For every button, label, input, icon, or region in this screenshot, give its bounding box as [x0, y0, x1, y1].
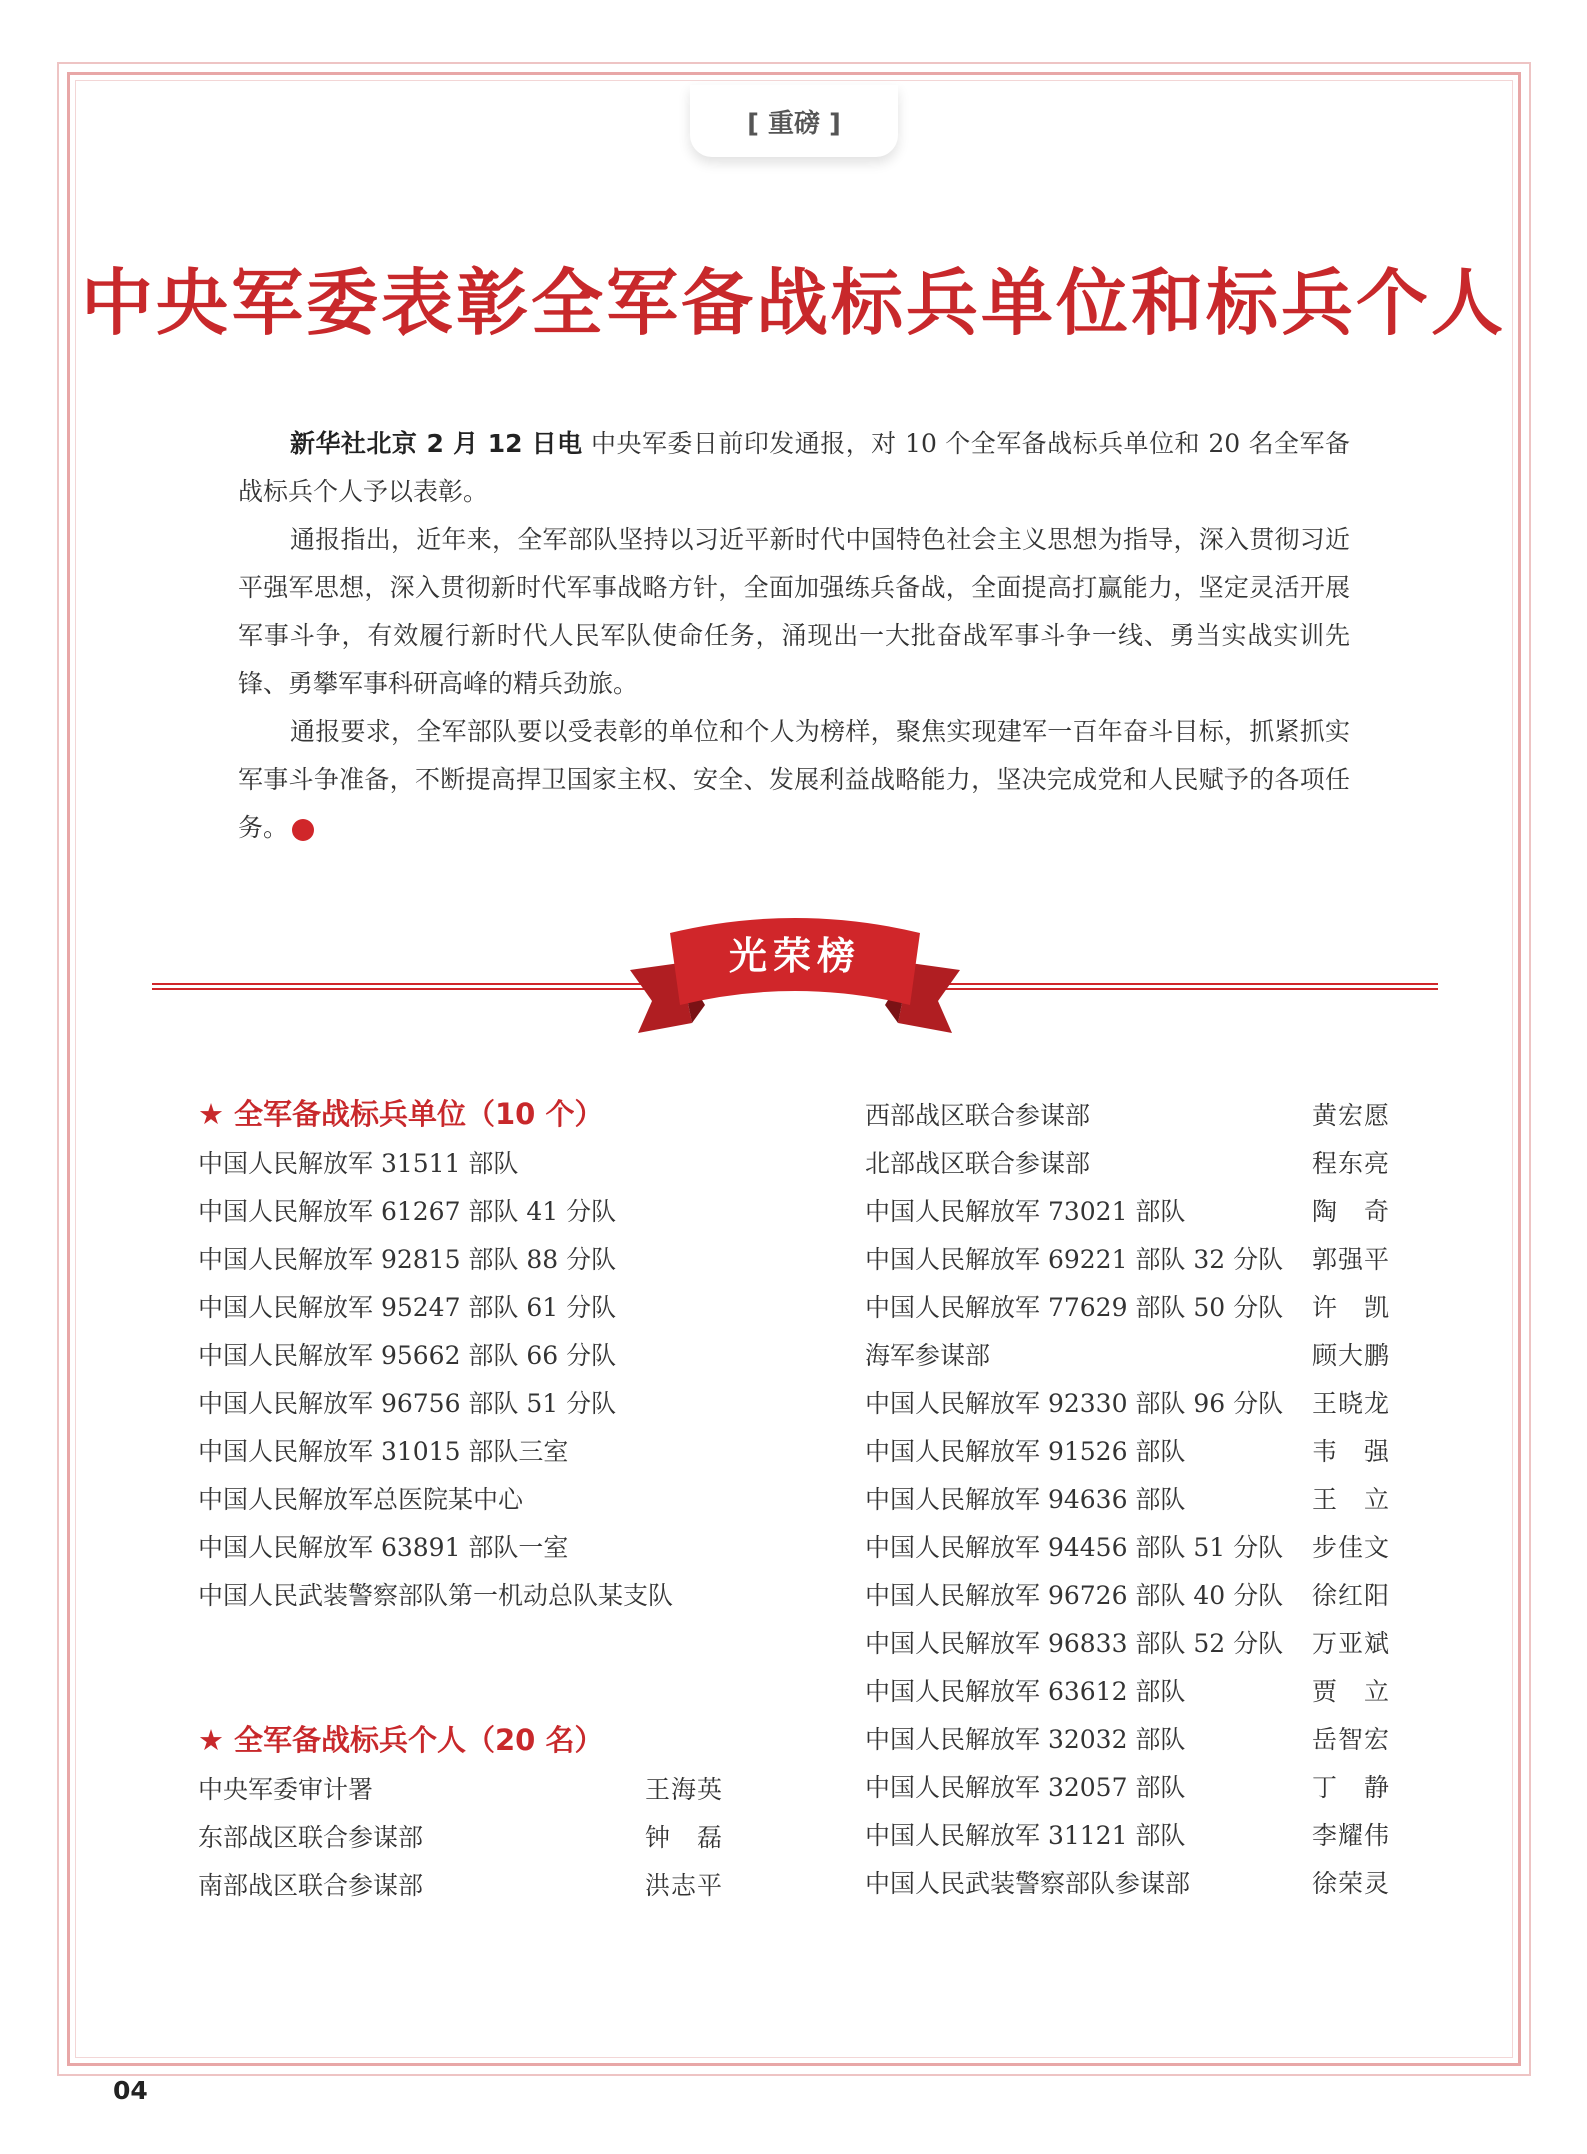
article-title: 中央军委表彰全军备战标兵单位和标兵个人	[80, 260, 1506, 345]
list-item: 中国人民武装警察部队第一机动总队某支队	[198, 1581, 674, 1610]
list-item	[865, 1476, 1390, 1524]
unit-name: 中央军委审计署	[198, 1775, 374, 1804]
person-name: 黄宏愿	[1311, 1101, 1390, 1130]
list-item	[865, 1380, 1390, 1428]
unit-name: 中国人民解放军 77629 部队 50 分队	[865, 1293, 1284, 1322]
individuals-heading	[198, 1718, 603, 1759]
page-number: 04	[113, 2076, 148, 2105]
person-name: 步佳文	[1311, 1533, 1390, 1562]
unit-name: 中国人民解放军 94636 部队	[865, 1485, 1186, 1514]
star-icon: ★	[198, 1723, 224, 1757]
star-icon: ★	[198, 1097, 224, 1131]
end-mark-icon: N	[292, 819, 314, 841]
list-item: 中国人民解放军总医院某中心	[198, 1485, 524, 1514]
list-item	[865, 1812, 1390, 1860]
person-name: 顾大鹏	[1311, 1341, 1390, 1370]
paragraph-1-text: 中央军委日前印发通报，对 10 个全军备战标兵单位和 20 名全军备战标兵个人予以表彰。	[238, 429, 1350, 506]
unit-name: 海军参谋部	[865, 1341, 991, 1370]
section-tag: [ 重磅 ]	[690, 85, 898, 157]
unit-name: 北部战区联合参谋部	[865, 1149, 1091, 1178]
person-name: 韦 强	[1311, 1437, 1390, 1466]
list-item	[198, 1766, 723, 1814]
unit-name: 中国人民解放军 96833 部队 52 分队	[865, 1629, 1284, 1658]
unit-name: 东部战区联合参谋部	[198, 1823, 424, 1852]
list-item	[198, 1814, 723, 1862]
person-name: 洪志平	[644, 1871, 723, 1900]
person-name: 王晓龙	[1311, 1389, 1390, 1418]
list-item	[865, 1572, 1390, 1620]
unit-name: 南部战区联合参谋部	[198, 1871, 424, 1900]
individuals-list-left	[198, 1766, 723, 1910]
list-item	[865, 1668, 1390, 1716]
person-name: 贾 立	[1311, 1677, 1390, 1706]
list-item: 中国人民解放军 31511 部队	[198, 1149, 519, 1178]
individuals-list-right	[865, 1092, 1390, 1908]
person-name: 李耀伟	[1311, 1821, 1390, 1850]
individuals-heading-text: 全军备战标兵个人（20 名）	[234, 1723, 604, 1757]
person-name: 万亚斌	[1311, 1629, 1390, 1658]
list-item	[865, 1284, 1390, 1332]
list-item: 中国人民解放军 31015 部队三室	[198, 1437, 569, 1466]
list-item	[198, 1862, 723, 1910]
person-name: 丁 静	[1311, 1773, 1390, 1802]
list-item	[865, 1140, 1390, 1188]
list-item	[865, 1620, 1390, 1668]
person-name: 徐荣灵	[1311, 1869, 1390, 1898]
unit-name: 中国人民解放军 32032 部队	[865, 1725, 1186, 1754]
dateline: 新华社北京 2 月 12 日电	[290, 429, 583, 458]
unit-name: 中国人民解放军 31121 部队	[865, 1821, 1186, 1850]
person-name: 王海英	[644, 1775, 723, 1804]
person-name: 王 立	[1311, 1485, 1390, 1514]
list-item	[865, 1092, 1390, 1140]
unit-name: 中国人民解放军 73021 部队	[865, 1197, 1186, 1226]
article-body	[238, 420, 1350, 852]
list-item	[865, 1188, 1390, 1236]
paragraph-2: 通报指出，近年来，全军部队坚持以习近平新时代中国特色社会主义思想为指导，深入贯彻习近平强军思想，深入贯彻新时代军事战略方针，全面加强练兵备战，全面提高打赢能力，坚定灵活开展军事斗争，有效履行新时代人民军队使命任务，涌现出一大批奋战军事斗争一线、勇当实战实训先锋、勇攀军事科研高峰的精兵劲旅。	[238, 525, 1350, 698]
units-list	[198, 1140, 758, 1620]
unit-name: 西部战区联合参谋部	[865, 1101, 1091, 1130]
person-name: 许 凯	[1311, 1293, 1390, 1322]
person-name: 郭强平	[1311, 1245, 1390, 1274]
list-item: 中国人民解放军 96756 部队 51 分队	[198, 1389, 617, 1418]
person-name: 岳智宏	[1311, 1725, 1390, 1754]
unit-name: 中国人民解放军 63612 部队	[865, 1677, 1186, 1706]
unit-name: 中国人民解放军 91526 部队	[865, 1437, 1186, 1466]
unit-name: 中国人民解放军 69221 部队 32 分队	[865, 1245, 1284, 1274]
list-item: 中国人民解放军 95247 部队 61 分队	[198, 1293, 617, 1322]
list-item	[865, 1332, 1390, 1380]
list-item	[865, 1764, 1390, 1812]
list-item	[865, 1428, 1390, 1476]
person-name: 徐红阳	[1311, 1581, 1390, 1610]
person-name: 钟 磊	[644, 1823, 723, 1852]
list-item: 中国人民解放军 95662 部队 66 分队	[198, 1341, 617, 1370]
person-name: 程东亮	[1311, 1149, 1390, 1178]
units-heading-text: 全军备战标兵单位（10 个）	[234, 1097, 604, 1131]
paragraph-3-text: 通报要求，全军部队要以受表彰的单位和个人为榜样，聚焦实现建军一百年奋斗目标，抓紧抓实军事斗争准备，不断提高捍卫国家主权、安全、发展利益战略能力，坚决完成党和人民赋予的各项任务。	[238, 717, 1350, 842]
paragraph-1	[238, 420, 1350, 516]
list-item: 中国人民解放军 63891 部队一室	[198, 1533, 569, 1562]
banner-title: 光荣榜	[728, 934, 861, 978]
unit-name: 中国人民解放军 94456 部队 51 分队	[865, 1533, 1284, 1562]
list-item	[865, 1524, 1390, 1572]
list-item	[865, 1236, 1390, 1284]
units-heading	[198, 1092, 603, 1133]
unit-name: 中国人民解放军 32057 部队	[865, 1773, 1186, 1802]
list-item: 中国人民解放军 61267 部队 41 分队	[198, 1197, 617, 1226]
person-name: 陶 奇	[1311, 1197, 1390, 1226]
list-item	[865, 1716, 1390, 1764]
unit-name: 中国人民解放军 96726 部队 40 分队	[865, 1581, 1284, 1610]
unit-name: 中国人民武装警察部队参谋部	[865, 1869, 1191, 1898]
list-item: 中国人民解放军 92815 部队 88 分队	[198, 1245, 617, 1274]
list-item	[865, 1860, 1390, 1908]
paragraph-3	[238, 708, 1350, 852]
unit-name: 中国人民解放军 92330 部队 96 分队	[865, 1389, 1284, 1418]
